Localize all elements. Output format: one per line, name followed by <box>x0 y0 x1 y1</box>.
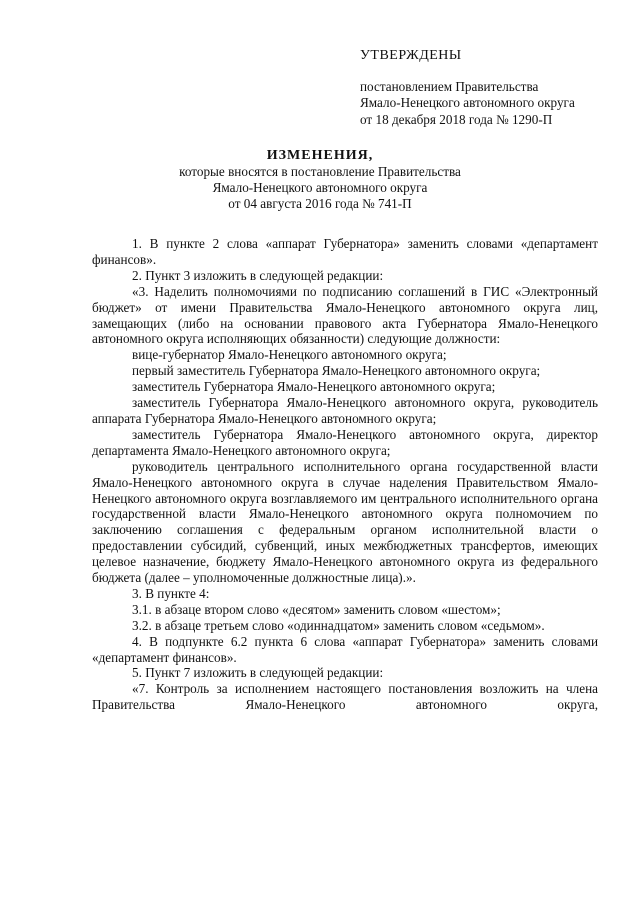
document-title <box>150 148 490 212</box>
paragraph: руководитель центрального исполнительного органа государственной власти Ямало-Ненецкого автономного округа в случае наделения Правительством Ямало-Ненецкого автономного округа возглавляемого им центрального исполнительного органа государственной власти Ямало-Ненецкого автономного округа полномочием по заключению соглашения с федеральным органом исполнительной власти о предоставлении субсидий, субвенций, иных межбюджетных трансфертов, имеющих целевое назначение, бюджету Ямало-Ненецкого автономного округа из федерального бюджета (далее – уполномоченные должностные лица).». <box>92 458 598 586</box>
paragraph: заместитель Губернатора Ямало-Ненецкого автономного округа; <box>132 379 496 395</box>
title-line: от 04 августа 2016 года № 741-П <box>228 196 412 211</box>
paragraph: первый заместитель Губернатора Ямало-Ненецкого автономного округа; <box>132 363 541 379</box>
paragraph: заместитель Губернатора Ямало-Ненецкого автономного округа, руководитель аппарата Губернатора Ямало-Ненецкого автономного округа; <box>92 395 598 426</box>
paragraph: 3.2. в абзаце третьем слово «одиннадцатом» заменить словом «седьмом». <box>132 617 545 633</box>
paragraph: 1. В пункте 2 слова «аппарат Губернатора» заменить словами «департамент финансов». <box>92 236 598 267</box>
paragraph: 4. В подпункте 6.2 пункта 6 слова «аппарат Губернатора» заменить словами «департамент финансов». <box>92 633 598 665</box>
paragraph: 3.1. в абзаце втором слово «десятом» заменить словом «шестом»; <box>132 601 501 617</box>
document-body <box>92 236 598 713</box>
approval-heading: УТВЕРЖДЕНЫ <box>360 48 462 63</box>
title-heading: ИЗМЕНЕНИЯ, <box>266 148 374 163</box>
paragraph: вице-губернатор Ямало-Ненецкого автономного округа; <box>132 347 447 363</box>
approval-stamp <box>360 48 630 128</box>
paragraph: 2. Пункт 3 изложить в следующей редакции: <box>132 267 384 283</box>
paragraph: заместитель Губернатора Ямало-Ненецкого автономного округа, директор департамента Ямало-Ненецкого автономного округа; <box>92 426 598 458</box>
paragraph: «7. Контроль за исполнением настоящего постановления возложить на члена Правительства Ямало-Ненецкого автономного округа, <box>92 681 598 713</box>
title-line: которые вносятся в постановление Правительства <box>179 164 461 179</box>
approval-line: Ямало-Ненецкого автономного округа <box>360 95 575 110</box>
paragraph: «3. Наделить полномочиями по подписанию соглашений в ГИС «Электронный бюджет» от имени Правительства Ямало-Ненецкого автономного округа лиц, замещающих (либо на основании правового акта Губернатора Ямало-Ненецкого автономного округа исполняющих обязанности) следующие должности: <box>92 283 598 347</box>
paragraph: 3. В пункте 4: <box>132 585 210 601</box>
approval-line: постановлением Правительства <box>360 78 539 94</box>
paragraph: 5. Пункт 7 изложить в следующей редакции: <box>132 665 384 681</box>
approval-line: от 18 декабря 2018 года № 1290-П <box>360 111 553 127</box>
title-line: Ямало-Ненецкого автономного округа <box>212 180 428 195</box>
